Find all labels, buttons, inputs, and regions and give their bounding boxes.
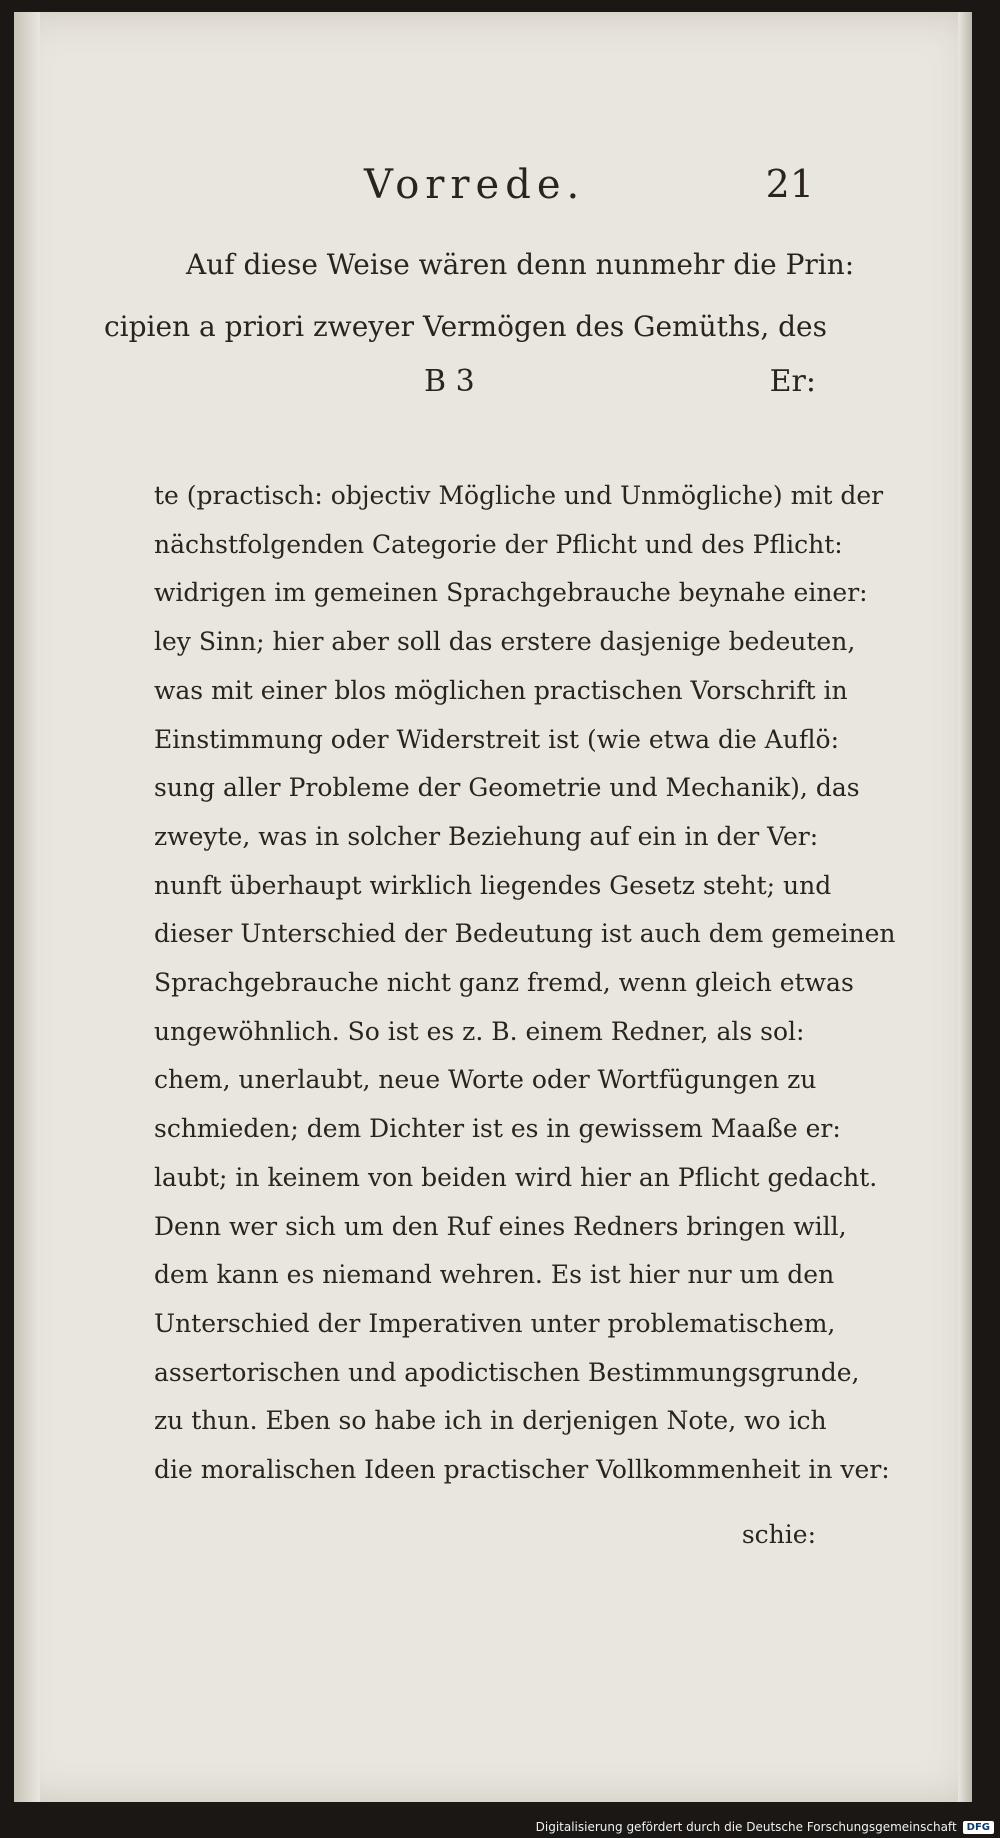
final-catchword: schie: [741, 1520, 816, 1549]
text-line: assertorischen und apodictischen Bestimmungsgrunde, [154, 1357, 860, 1387]
signature-row [94, 364, 816, 414]
page-number: 21 [765, 162, 814, 206]
catchword: Er: [769, 364, 816, 399]
running-header [94, 162, 814, 222]
upper-paragraph [104, 234, 855, 358]
lower-paragraph [154, 472, 896, 1495]
text-line: Auf diese Weise wären denn nunmehr die Prin: [186, 248, 855, 281]
signature-mark: B 3 [424, 364, 475, 399]
dfg-logo-icon: DFG [963, 1821, 994, 1834]
text-line: ley Sinn; hier aber soll das erstere dasjenige bedeuten, [154, 627, 856, 657]
text-line: dem kann es niemand wehren. Es ist hier nur um den [154, 1260, 835, 1290]
text-line: laubt; in keinem von beiden wird hier an Pflicht gedacht. [154, 1162, 878, 1192]
text-line: nunft überhaupt wirklich liegendes Gesetz steht; und [154, 870, 832, 900]
funding-credit: Digitalisierung gefördert durch die Deutsche Forschungsgemeinschaft [535, 1820, 957, 1834]
text-line: nächstfolgenden Categorie der Pflicht und des Pflicht: [154, 529, 843, 559]
text-line: zu thun. Eben so habe ich in derjenigen Note, wo ich [154, 1406, 827, 1436]
text-line: zweyte, was in solcher Beziehung auf ein in der Ver: [154, 821, 819, 851]
text-line: te (practisch: objectiv Mögliche und Unmögliche) mit der [154, 481, 884, 510]
page-gutter [14, 12, 40, 1802]
text-line: Unterschied der Imperativen unter problematischem, [154, 1308, 836, 1338]
text-line: sung aller Probleme der Geometrie und Mechanik), das [154, 773, 860, 803]
text-line: schmieden; dem Dichter ist es in gewissem Maaße er: [154, 1114, 841, 1144]
text-line: Einstimmung oder Widerstreit ist (wie etwa die Auflö: [154, 724, 839, 754]
text-line: was mit einer blos möglichen practischen Vorschrift in [154, 675, 848, 705]
text-line: widrigen im gemeinen Sprachgebrauche beynahe einer: [154, 578, 868, 608]
text-line: chem, unerlaubt, neue Worte oder Wortfügungen zu [154, 1065, 817, 1095]
page-edge [958, 12, 972, 1802]
text-line: Sprachgebrauche nicht ganz fremd, wenn gleich etwas [154, 968, 854, 998]
book-page [14, 12, 972, 1802]
running-title: Vorrede. [364, 162, 586, 208]
text-line: dieser Unterschied der Bedeutung ist auch dem gemeinen [154, 919, 896, 949]
text-line: cipien a priori zweyer Vermögen des Gemüths, des [104, 310, 827, 343]
text-line: die moralischen Ideen practischer Vollkommenheit in ver: [154, 1455, 890, 1485]
text-line: ungewöhnlich. So ist es z. B. einem Redner, als sol: [154, 1016, 805, 1046]
digitization-footer [536, 1820, 994, 1834]
text-line: Denn wer sich um den Ruf eines Redners bringen will, [154, 1211, 847, 1241]
